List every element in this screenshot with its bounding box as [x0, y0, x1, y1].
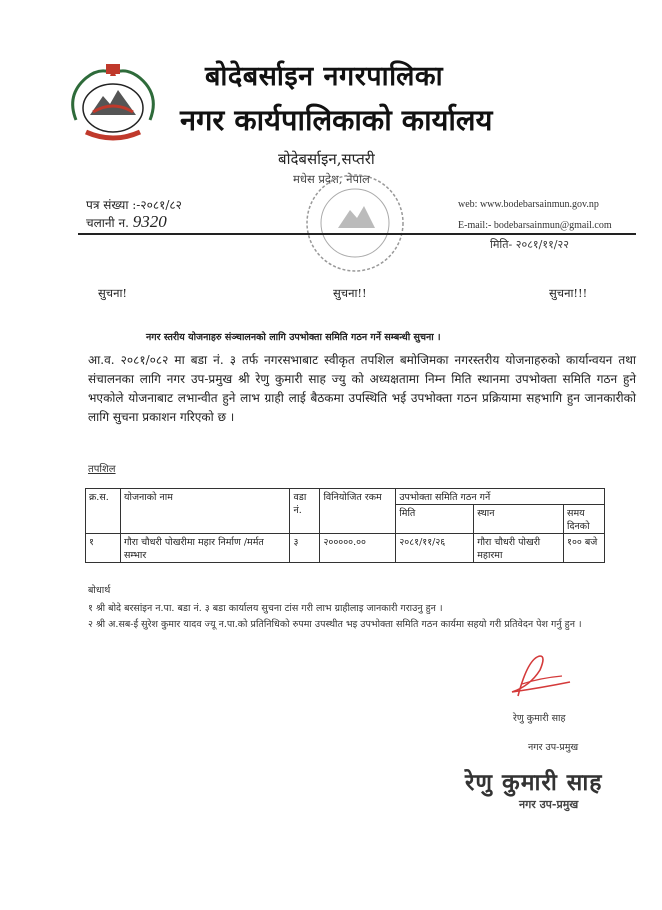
cc-line-1: १ श्री बोदे बरसांइन न.पा. बडा नं. ३ बडा कार्यालय सुचना टांस गरी लाभ ग्राहीलाइ जानकारी गराउनु हुन । — [88, 603, 443, 614]
signatory-post: नगर उप-प्रमुख — [528, 742, 579, 753]
table-row — [86, 534, 605, 563]
cell-date: २०८१/११/२६ — [396, 534, 474, 563]
notice-heading-right: सुचना!!! — [549, 286, 588, 300]
nepal-government-emblem-icon — [58, 60, 168, 155]
cell-amount: २०००००.०० — [320, 534, 396, 563]
notice-heading-left: सुचना! — [98, 286, 128, 300]
cc-line-2: २ श्री अ.सब-ई सुरेश कुमार यादव ज्यू न.पा.को प्रतिनिधिको रुपमा उपस्थीत भइ उपभोक्ता समिति गठन कार्यमा सहयो गरी प्रतिवेदन पेश गर्नु हुन । — [88, 619, 582, 630]
office-address: बोदेबर्साइन,सप्तरी — [278, 150, 375, 168]
header-time: समय दिनको — [564, 505, 605, 534]
notice-heading-center: सुचना!! — [333, 286, 367, 300]
stamp-signatory-post: नगर उप-प्रमुख — [519, 798, 579, 811]
header-project-name: योजनाको नाम — [120, 489, 290, 534]
signatory-name: रेणु कुमारी साह — [513, 713, 566, 724]
office-title: नगर कार्यपालिकाको कार्यालय — [180, 103, 493, 137]
dispatch-number-row — [86, 212, 167, 232]
table-header-row — [86, 489, 605, 505]
letter-date: मिति- २०८१/११/२२ — [490, 238, 569, 251]
dispatch-number-value: 9320 — [132, 212, 167, 231]
cc-label: बोधार्थ — [88, 585, 111, 596]
schedule-label: तपशिल — [88, 464, 116, 475]
header-date: मिति — [396, 505, 474, 534]
header-committee: उपभोक्ता समिति गठन गर्ने — [396, 489, 605, 505]
header-place: स्थान — [474, 505, 564, 534]
office-stamp-icon — [300, 168, 410, 278]
municipality-title: बोदेबर्साइन नगरपालिका — [205, 61, 444, 92]
header-sn: क्र.स. — [86, 489, 121, 534]
project-schedule-table — [85, 488, 605, 563]
cell-place: गौरा चौधरी पोखरी महारमा — [474, 534, 564, 563]
website-address: web: www.bodebarsainmun.gov.np — [458, 199, 599, 210]
dispatch-number-label: चलानी न. — [86, 216, 129, 230]
cell-ward: ३ — [290, 534, 320, 563]
letter-number: पत्र संख्या :-२०८१/८२ — [86, 198, 182, 212]
notice-body: आ.व. २०८१/०८२ मा बडा नं. ३ तर्फ नगरसभाबाट स्वीकृत तपशिल बमोजिमका नगरस्तरीय योजनाहरुको कार्यान्वयन तथा संचालनका लागि नगर उप-प्रमुख श्री रेणु कुमारी साह ज्यु को अध्यक्षतामा निम्न मिति स्थानमा उपभोक्ता समिति गठन हुने भएकोले योजनाबाट लभान्वीत हुने लाभ ग्राही लाई बैठकमा उपस्थिति भई उपभोक्ता गठन प्रक्रियामा सहभागि हुन जानकारीको लागि सुचना प्रकाशन गरिएको छ । — [88, 353, 636, 424]
cell-project-name: गौरा चौधरी पोखरीमा महार निर्माण /मर्मत सम्भार — [120, 534, 290, 563]
header-amount: विनियोजित रकम — [320, 489, 396, 534]
cell-sn: १ — [86, 534, 121, 563]
email-address: E-mail:- bodebarsainmun@gmail.com — [458, 220, 612, 231]
header-divider — [78, 233, 636, 235]
handwritten-signature-icon — [500, 648, 580, 708]
stamp-signatory-name: रेणु कुमारी साह — [465, 769, 603, 796]
header-ward: वडा नं. — [290, 489, 320, 534]
province-name: मधेस प्रदेश, नेपाल — [293, 172, 370, 186]
notice-subject: नगर स्तरीय योजनाहरु संञ्चालनको लागि उपभोक्ता समिति गठन गर्ने सम्बन्धी सुचना । — [146, 332, 441, 343]
cell-time: १०० बजे — [564, 534, 605, 563]
